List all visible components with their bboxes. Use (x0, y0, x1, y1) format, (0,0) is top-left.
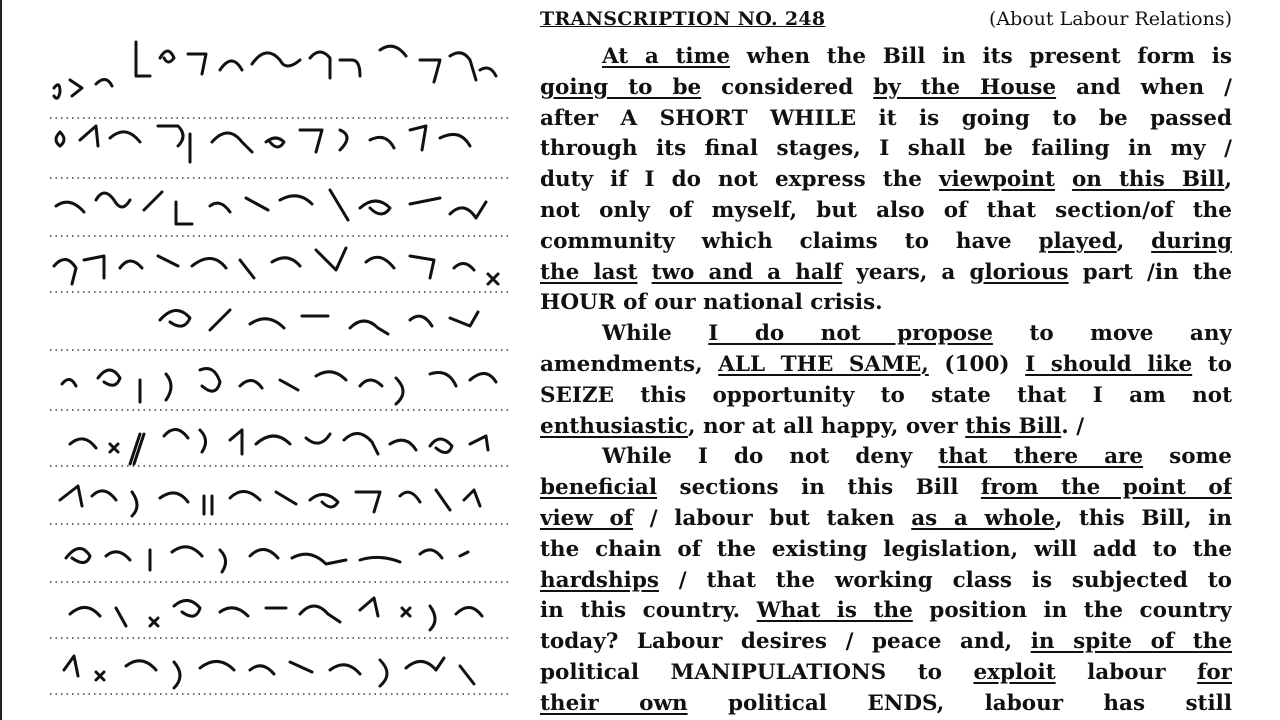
transcript-line (540, 196, 1232, 227)
underlined-phrase: their own (540, 690, 688, 716)
transcript-line (540, 258, 1232, 289)
underlined-phrase: glorious (969, 259, 1069, 285)
transcript-line (540, 350, 1232, 381)
text-segment: not only of myself, but also of that section/of the (540, 197, 1232, 223)
text-segment: , (1116, 228, 1152, 254)
underlined-phrase: by the House (873, 74, 1057, 100)
transcript-line (540, 134, 1232, 165)
text-segment: While (602, 321, 709, 347)
transcript-line (540, 442, 1232, 473)
text-segment: / that the working class is subjected to (658, 567, 1232, 593)
text-segment: duty if I do not express the (540, 167, 939, 193)
text-segment: political ENDS, labour has still (687, 690, 1232, 716)
underlined-phrase: for (1197, 659, 1232, 685)
text-segment: to (1192, 351, 1232, 377)
text-segment: considered (701, 74, 874, 100)
transcript-line (540, 288, 1232, 319)
transcript-body (540, 42, 1232, 720)
underlined-phrase: At a time (602, 44, 731, 69)
text-segment (1055, 167, 1072, 192)
text-segment: position in the country (912, 598, 1232, 624)
text-segment: part /in the (1068, 259, 1232, 285)
transcription-panel (540, 8, 1232, 720)
text-segment: / labour but taken (633, 505, 912, 531)
text-segment: SEIZE this opportunity to state that I am not (540, 382, 1232, 408)
transcript-line (540, 627, 1232, 658)
text-segment: (100) (928, 351, 1026, 377)
underlined-phrase: What is the (756, 598, 913, 624)
underlined-phrase: viewpoint (938, 167, 1055, 193)
text-segment: amendments, (540, 351, 719, 377)
underlined-phrase: the last (540, 259, 638, 285)
underlined-phrase: as a whole (911, 505, 1055, 531)
text-segment: and when / (1056, 74, 1232, 100)
text-segment: the chain of the existing legislation, will add to the (540, 536, 1232, 562)
text-segment: political MANIPULATIONS to (540, 659, 974, 685)
underlined-phrase: ALL THE SAME, (718, 351, 929, 377)
text-segment: to move any (992, 321, 1232, 347)
underlined-phrase: view of (540, 505, 634, 531)
text-segment (637, 260, 651, 285)
transcript-line (540, 566, 1232, 597)
text-segment: after A SHORT WHILE it is going to be passed (540, 105, 1232, 131)
transcript-line (540, 381, 1232, 412)
transcript-line (540, 689, 1232, 720)
underlined-phrase: going to be (540, 74, 702, 100)
transcript-line (540, 504, 1232, 535)
underlined-phrase: on this Bill (1071, 167, 1225, 193)
transcript-line (540, 658, 1232, 689)
transcript-line (540, 104, 1232, 135)
page-left-border (0, 0, 2, 720)
underlined-phrase: played (1038, 228, 1117, 254)
shorthand-strokes (54, 42, 498, 688)
text-segment: While I do not deny (602, 444, 939, 470)
underlined-phrase: exploit (973, 659, 1056, 685)
shorthand-outlines (40, 30, 530, 720)
transcript-line (540, 412, 1232, 443)
underlined-phrase: I should like (1025, 351, 1193, 377)
underlined-phrase: enthusiastic (540, 413, 689, 439)
text-segment: , this Bill, in (1054, 505, 1232, 531)
transcript-line (540, 535, 1232, 566)
transcript-line (540, 165, 1232, 196)
header (540, 8, 1232, 42)
underlined-phrase: beneficial (540, 475, 658, 501)
underlined-phrase: that there are (938, 444, 1144, 470)
transcript-line (540, 596, 1232, 627)
text-segment: HOUR of our national crisis. (540, 290, 883, 316)
text-segment: today? Labour desires / peace and, (540, 629, 1031, 655)
underlined-phrase: from the point of (980, 475, 1232, 501)
underlined-phrase: this Bill (965, 413, 1062, 439)
transcript-line (540, 73, 1232, 104)
text-segment: , nor at all happy, over (688, 413, 966, 439)
transcript-line (540, 42, 1232, 73)
text-segment: when the Bill in its present form is (730, 44, 1232, 69)
underlined-phrase: I do not propose (708, 321, 993, 347)
text-segment: . / (1061, 413, 1085, 439)
page-subtitle: (About Labour Relations) (988, 8, 1232, 30)
underlined-phrase: in spite of the (1030, 629, 1232, 655)
transcript-line (540, 227, 1232, 258)
text-segment: , (1224, 167, 1232, 193)
text-segment: in this country. (540, 598, 757, 624)
page-title: TRANSCRIPTION NO. 248 (540, 8, 826, 30)
underlined-phrase: two and a half (651, 259, 843, 285)
text-segment: years, a (842, 259, 970, 285)
text-segment: sections in this Bill (657, 475, 981, 501)
transcript-line (540, 319, 1232, 350)
transcript-line (540, 473, 1232, 504)
text-segment: labour (1055, 659, 1198, 685)
text-segment: community which claims to have (540, 228, 1039, 254)
text-segment: through its final stages, I shall be failing in my / (540, 136, 1232, 162)
underlined-phrase: hardships (540, 567, 659, 593)
text-segment: some (1143, 444, 1232, 470)
underlined-phrase: during (1151, 228, 1232, 254)
